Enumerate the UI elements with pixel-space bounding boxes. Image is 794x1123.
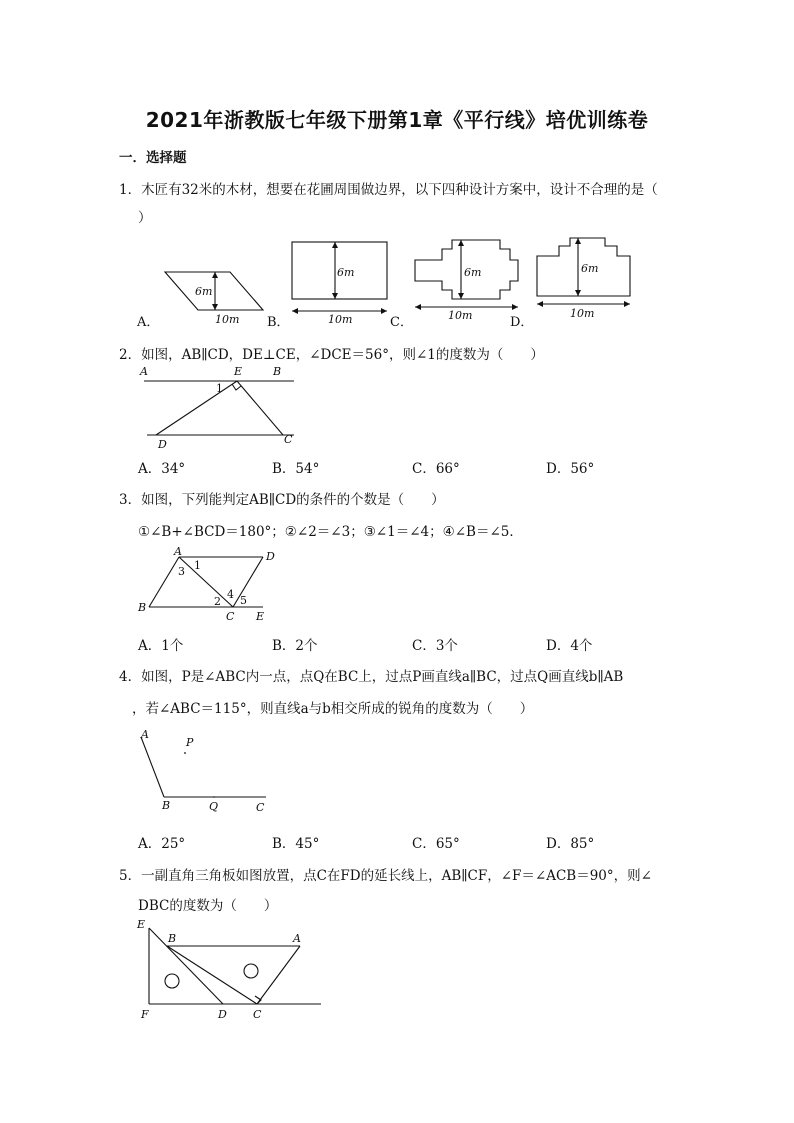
q5-figure (135, 914, 330, 1024)
q2-point-a: A (140, 365, 148, 378)
q4-option-c[interactable]: C．65° (412, 836, 460, 852)
q5-point-b: B (168, 932, 177, 945)
q1d-height-label: 6m (581, 262, 599, 275)
q2-point-e: E (234, 365, 243, 378)
q2-angle-1: 1 (216, 382, 223, 395)
q3-option-a[interactable]: A．1个 (138, 638, 184, 654)
q3-angle-4: 4 (227, 588, 234, 601)
q3-angle-5: 5 (240, 594, 247, 607)
q5-point-c: C (253, 1008, 262, 1021)
q1-option-d: D． (510, 315, 534, 330)
q1-option-b: B． (267, 315, 290, 330)
q3-angle-3: 3 (178, 565, 185, 578)
q5-point-a: A (293, 932, 301, 945)
q5-point-f: F (141, 1008, 149, 1021)
q2-option-a[interactable]: A．34° (138, 461, 186, 477)
q1b-width-label: 10m (328, 313, 353, 326)
q1-option-a: A． (137, 315, 160, 330)
q5-stem-line1: 5．一副直角三角板如图放置，点C在FD的延长线上，AB∥CF，∠F＝∠ACB＝90°，则∠ (119, 868, 652, 884)
q4-option-b[interactable]: B．45° (272, 836, 320, 852)
q3-stem-line1: 3．如图，下列能判定AB∥CD的条件的个数是（ ） (119, 492, 445, 508)
q1a-height-label: 6m (195, 285, 213, 298)
q4-point-c: C (256, 801, 265, 814)
q3-option-b[interactable]: B．2个 (272, 638, 318, 654)
q5-point-d: D (218, 1008, 227, 1021)
q3-angle-2: 2 (214, 595, 221, 608)
q1b-height-label: 6m (337, 266, 355, 279)
page-title: 2021年浙教版七年级下册第1章《平行线》培优训练卷 (145, 108, 649, 132)
q4-option-d[interactable]: D．85° (546, 836, 595, 852)
q3-option-c[interactable]: C．3个 (412, 638, 458, 654)
q3-point-c: C (226, 610, 235, 623)
q1-figures (115, 232, 645, 332)
q3-stem-line2: ①∠B+∠BCD＝180°；②∠2＝∠3；③∠1＝∠4；④∠B＝∠5． (138, 524, 523, 540)
q3-angle-1: 1 (194, 559, 201, 572)
q2-point-b: B (273, 365, 282, 378)
q3-point-a: A (174, 545, 182, 558)
q5-stem-line2: DBC的度数为（ ） (138, 898, 278, 914)
q1d-width-label: 10m (570, 307, 595, 320)
q2-figure (130, 362, 310, 452)
section-heading: 一．选择题 (119, 150, 187, 166)
q4-point-q: Q (209, 800, 219, 813)
q2-point-d: D (158, 438, 167, 451)
q4-figure (135, 725, 275, 820)
q4-point-b: B (162, 799, 171, 812)
q2-stem: 2．如图，AB∥CD，DE⊥CE，∠DCE＝56°，则∠1的度数为（ ） (119, 347, 544, 363)
q5-point-e: E (137, 918, 146, 931)
q2-point-c: C (284, 433, 293, 446)
q3-point-d: D (266, 550, 275, 563)
q3-option-d[interactable]: D．4个 (546, 638, 593, 654)
q3-point-b: B (138, 601, 147, 614)
q4-stem-line2: ，若∠ABC＝115°，则直线a与b相交所成的锐角的度数为（ ） (132, 701, 534, 717)
q4-option-a[interactable]: A．25° (138, 836, 186, 852)
q1c-width-label: 10m (448, 309, 473, 322)
q1-stem-line2: ） (138, 210, 152, 226)
q2-option-c[interactable]: C．66° (412, 461, 460, 477)
q4-point-a: A (141, 728, 149, 741)
q1-option-c: C． (390, 315, 413, 330)
q1c-height-label: 6m (464, 266, 482, 279)
q2-option-b[interactable]: B．54° (272, 461, 320, 477)
q2-option-d[interactable]: D．56° (546, 461, 595, 477)
q1a-width-label: 10m (215, 313, 240, 326)
q1-stem-line1: 1．木匠有32米的木材，想要在花圃周围做边界，以下四种设计方案中，设计不合理的是（ (119, 182, 658, 198)
q3-point-e: E (256, 610, 265, 623)
q3-figure (132, 544, 282, 624)
q4-point-p: P (186, 736, 194, 749)
q4-stem-line1: 4．如图，P是∠ABC内一点，点Q在BC上，过点P画直线a∥BC，过点Q画直线b∥AB (119, 669, 624, 685)
